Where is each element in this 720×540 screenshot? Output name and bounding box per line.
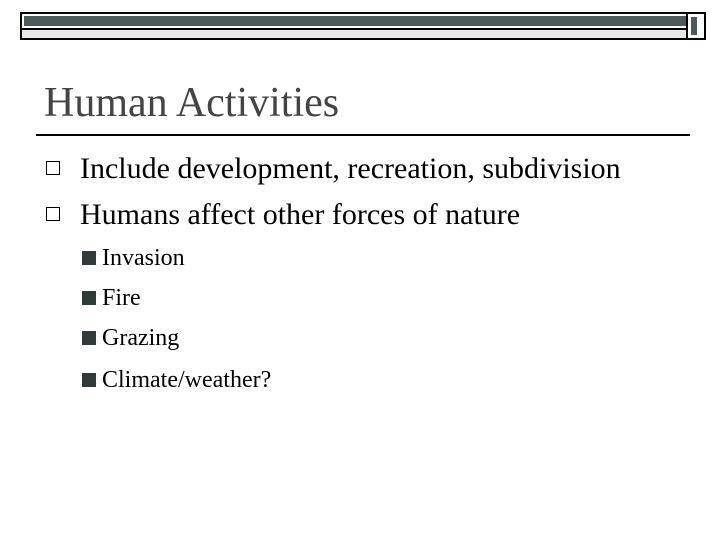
filled-square-icon [82,373,96,387]
bullet-item [44,196,694,236]
bullet-item [44,150,694,190]
sub-bullet-text: Fire [102,285,141,311]
top-decorative-bar [20,12,690,30]
sub-bullet-item [82,320,482,354]
hollow-square-icon [46,207,60,221]
filled-square-icon [82,291,96,305]
sub-bullet-text: Invasion [102,245,185,271]
hollow-square-icon [46,161,60,175]
sub-bullet-text: Climate/weather? [102,367,272,393]
top-bar-fill [24,16,686,26]
sub-bullet-text: Grazing [102,325,180,351]
top-bar-end-cap [686,12,706,40]
sub-bullet-item [82,280,482,314]
title-divider [36,134,690,136]
sub-bullet-item [82,240,482,274]
top-bar-shadow [20,30,688,40]
filled-square-icon [82,331,96,345]
filled-square-icon [82,251,96,265]
top-bar-end-cap-fill [691,17,697,35]
bullet-text: Include development, recreation, subdivision [80,152,621,185]
slide-title: Human Activities [44,80,340,126]
sub-bullet-item [82,362,482,396]
bullet-text: Humans affect other forces of nature [80,198,521,231]
